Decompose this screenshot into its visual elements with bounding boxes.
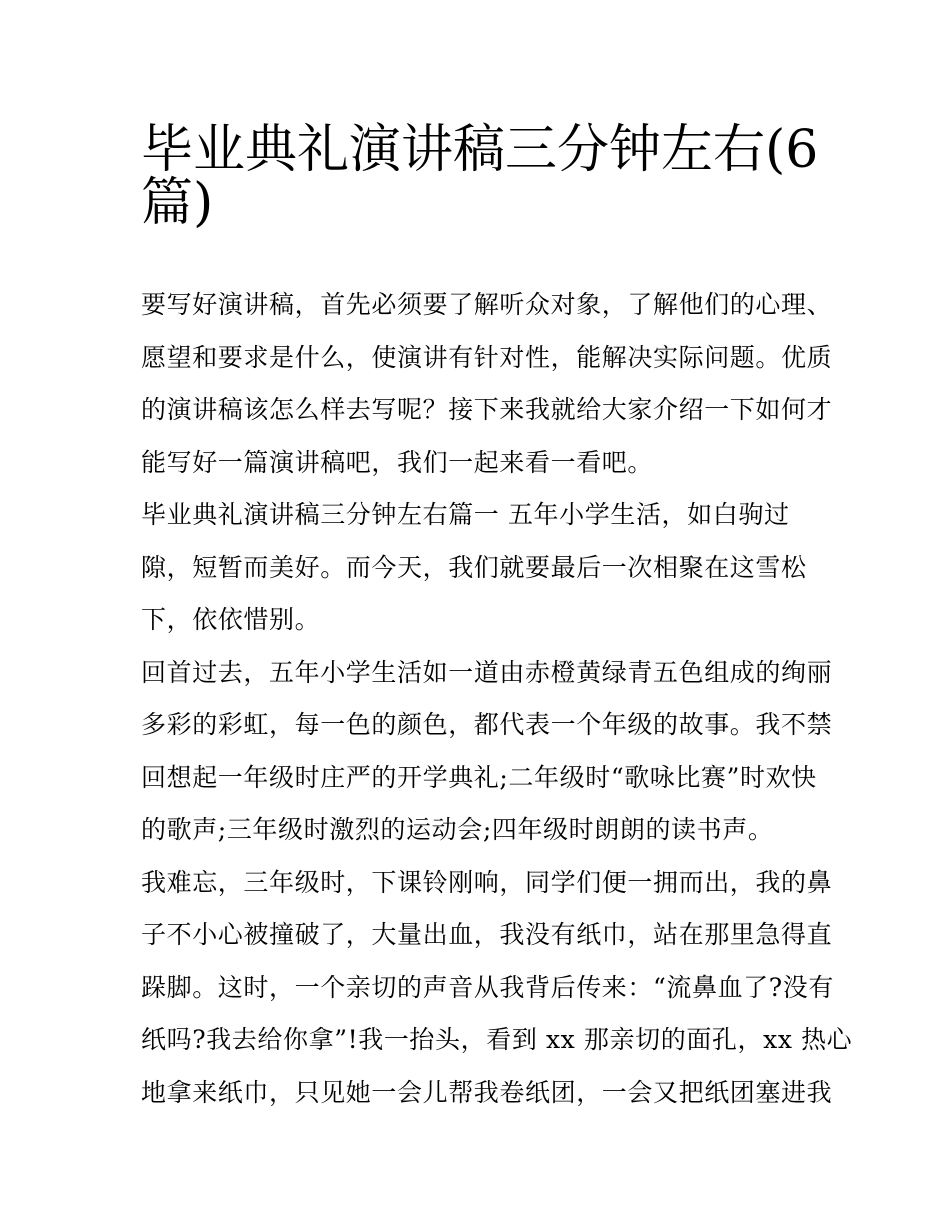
title-line: 毕业典礼演讲稿三分钟左右(6 (141, 120, 819, 180)
text-line: 愿望和要求是什么，使演讲有针对性，能解决实际问题。优质 (141, 342, 833, 372)
text-line: 纸吗?我去给你拿”!我一抬头，看到 xx 那亲切的面孔，xx 热心 (141, 1025, 853, 1054)
text-line: 下，依依惜别。 (141, 605, 321, 634)
paragraph-memory (141, 857, 853, 1120)
text-line: 回首过去，五年小学生活如一道由赤橙黄绿青五色组成的绚丽 (141, 657, 833, 687)
text-line: 的歌声;三年级时激烈的运动会;四年级时朗朗的读书声。 (141, 815, 774, 844)
paragraph-speech-one (141, 489, 821, 647)
text-line: 要写好演讲稿，首先必须要了解听众对象，了解他们的心理、 (141, 290, 833, 319)
document-title (141, 113, 821, 233)
text-line: 我难忘，三年级时，下课铃刚响，同学们便一拥而出，我的鼻 (141, 867, 833, 897)
text-line: 子不小心被撞破了，大量出血，我没有纸巾，站在那里急得直 (141, 920, 833, 949)
text-line: 能写好一篇演讲稿吧，我们一起来看一看吧。 (141, 447, 654, 477)
text-line: 的演讲稿该怎么样去写呢？接下来我就给大家介绍一下如何才 (141, 395, 833, 424)
text-line: 跺脚。这时，一个亲切的声音从我背后传来：“流鼻血了?没有 (141, 972, 834, 1002)
paragraph-looking-back (141, 647, 833, 857)
text-line: 回想起一年级时庄严的开学典礼;二年级时“歌咏比赛”时欢快 (141, 762, 817, 792)
paragraph-intro (141, 279, 833, 489)
title-line: 篇) (141, 172, 214, 233)
text-line: 隙，短暂而美好。而今天，我们就要最后一次相聚在这雪松 (141, 552, 807, 582)
text-line: 毕业典礼演讲稿三分钟左右篇一 五年小学生活，如白驹过 (141, 500, 790, 529)
text-line: 多彩的彩虹，每一色的颜色，都代表一个年级的故事。我不禁 (141, 710, 833, 739)
text-line: 地拿来纸巾，只见她一会儿帮我卷纸团，一会又把纸团塞进我 (141, 1077, 833, 1107)
document-body (141, 279, 853, 1119)
